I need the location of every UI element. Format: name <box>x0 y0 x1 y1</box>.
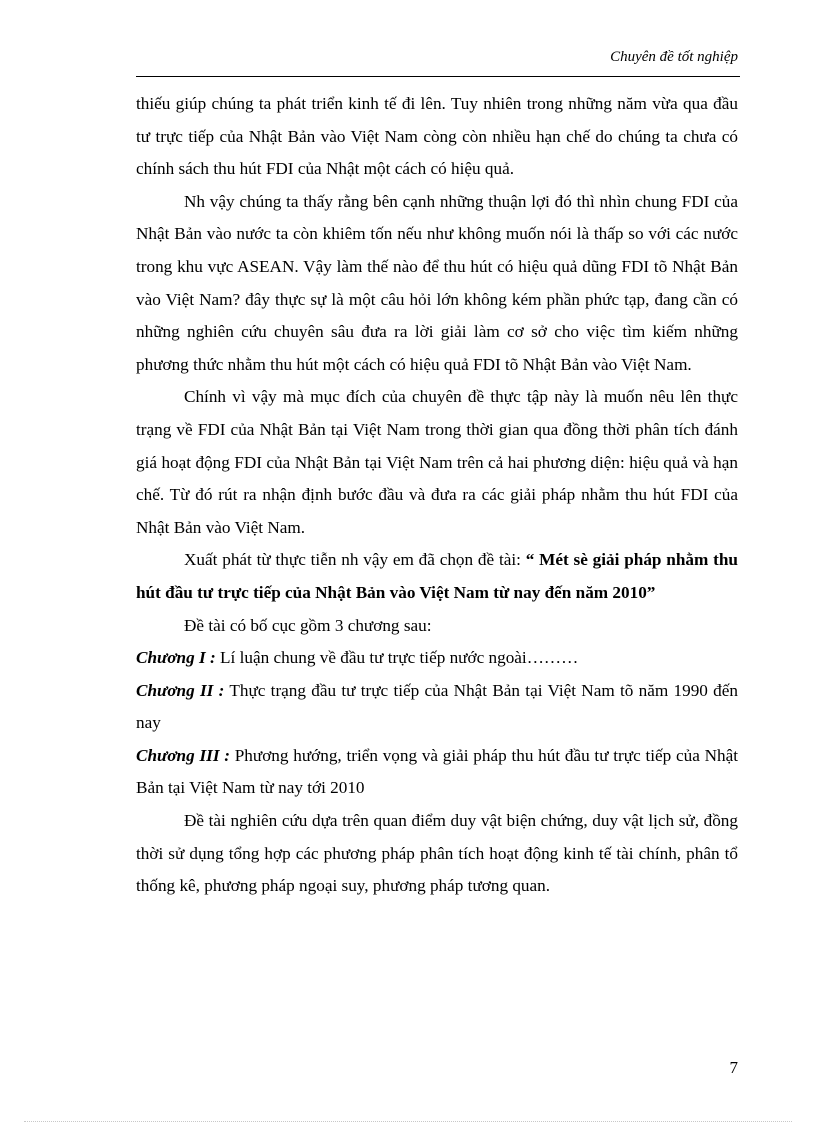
paragraph-1: thiếu giúp chúng ta phát triển kinh tế đi lên. Tuy nhiên trong những năm vừa qua đầu tư trực tiếp của Nhật Bản vào Việt Nam còng còn nhiều hạn chế do chúng ta chưa có chính sách thu hút FDI của Nhật một cách có hiệu quả. <box>136 94 738 179</box>
topic-lead: Xuất phát từ thực tiễn nh vậy em đã chọn đề tài: <box>184 550 521 570</box>
chapter-3 <box>136 740 738 805</box>
header-rule <box>136 76 740 77</box>
footer-rule <box>24 1121 792 1122</box>
body-text <box>136 88 738 903</box>
chapter-1 <box>136 642 738 675</box>
paragraph-6: Đề tài nghiên cứu dựa trên quan điểm duy vật biện chứng, duy vật lịch sử, đồng thời sử dụng tổng hợp các phương pháp phân tích hoạt động kinh tế tài chính, phân tổ thống kê, phương pháp ngoại suy, phương pháp tương quan. <box>136 811 738 896</box>
header-title: Chuyên đề tốt nghiệp <box>610 49 738 65</box>
page-number: 7 <box>729 1058 738 1077</box>
topic-title: “ Mét sè giải pháp nhằm thu hút đầu tư trực tiếp của Nhật Bản vào Việt Nam từ nay đến năm 2010” <box>136 550 738 602</box>
paragraph-5: Đề tài có bố cục gồm 3 chương sau: <box>184 615 432 635</box>
chapter-3-label: Chương III : <box>136 745 230 765</box>
chapter-2-text: Thực trạng đầu tư trực tiếp của Nhật Bản tại Việt Nam tõ năm 1990 đến nay <box>136 680 738 733</box>
paragraph-3: Chính vì vậy mà mục đích của chuyên đề thực tập này là muốn nêu lên thực trạng về FDI của Nhật Bản tại Việt Nam trong thời gian qua đồng thời phân tích đánh giá hoạt động FDI của Nhật Bản tại Việt Nam trên cả hai phương diện: hiệu quả và hạn chế. Từ đó rút ra nhận định bước đầu và đưa ra các giải pháp nhằm thu hút FDI của Nhật Bản vào Việt Nam. <box>136 387 738 537</box>
paragraph-4 <box>136 544 738 609</box>
paragraph-2: Nh vậy chúng ta thấy rằng bên cạnh những thuận lợi đó thì nhìn chung FDI của Nhật Bản vào nước ta còn khiêm tốn nếu như không muốn nói là thấp so với các nước trong khu vực ASEAN. Vậy làm thế nào để thu hút có hiệu quả dũng FDI tõ Nhật Bản vào Việt Nam? đây thực sự là một câu hỏi lớn không kém phần phức tạp, đang cần có những nghiên cứu chuyên sâu đưa ra lời giải làm cơ sở cho việc tìm kiếm những phương thức nhằm thu hút một cách có hiệu quả FDI tõ Nhật Bản vào Việt Nam. <box>136 191 738 374</box>
chapter-2-label: Chương II : <box>136 680 225 700</box>
chapter-3-text: Phương hướng, triển vọng và giải pháp thu hút đầu tư trực tiếp của Nhật Bản tại Việt Nam từ nay tới 2010 <box>136 745 738 798</box>
chapter-1-label: Chương I : <box>136 648 216 668</box>
chapter-1-text: Lí luận chung về đầu tư trực tiếp nước ngoài……… <box>220 648 579 668</box>
chapter-2 <box>136 675 738 740</box>
